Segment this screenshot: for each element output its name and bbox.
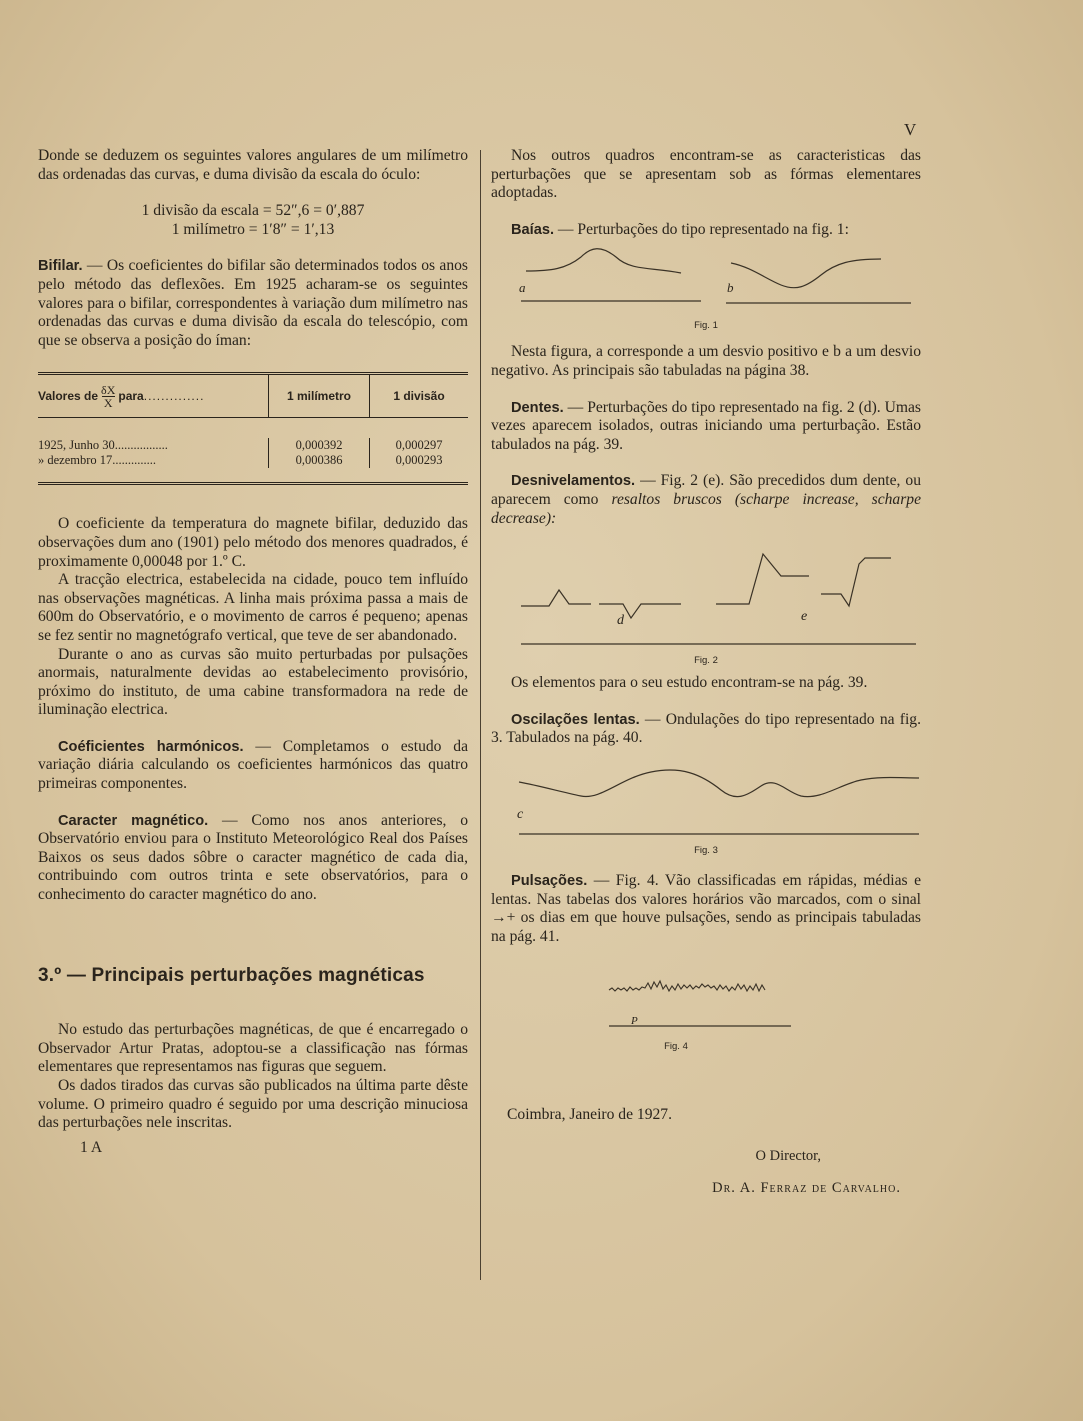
figure-1-label-b: b <box>727 280 734 296</box>
figure-2-label-d: d <box>617 613 624 629</box>
page-number-bottom: 1 A <box>80 1138 103 1156</box>
table-header-millimetre: 1 milímetro <box>269 375 370 417</box>
oscilacoes-heading: Oscilações lentas. <box>511 711 640 728</box>
left-intro-paragraph: Donde se deduzem os seguintes valores angulares de um milímetro das ordenadas das curvas, e duma divisão da escala do óculo: <box>38 147 468 183</box>
temperature-paragraph: O coeficiente da temperatura do magnete bifilar, deduzido das observações dum ano (1901) pelo método dos menores quadrados, é proximamente 0,00048 por 1.º C. <box>38 515 468 570</box>
baias-heading: Baías. <box>511 221 554 238</box>
place-date: Coimbra, Janeiro de 1927. <box>507 1106 672 1124</box>
figure-2-caption: Fig. 2 <box>694 655 718 667</box>
figure-3-caption: Fig. 3 <box>694 844 718 856</box>
data-paragraph: Os dados tirados das curvas são publicados na última parte dêste volume. O primeiro quadro é seguido por uma descrição minuciosa das perturbações nele inscritas. <box>38 1077 468 1132</box>
magnetic-character-heading: Caracter magnético. <box>58 812 209 829</box>
fraction-numerator: δX <box>101 382 116 397</box>
right-intro-paragraph: Nos outros quadros encontram-se as caracteristicas das perturbações que se apresentam sob as fórmas elementares adoptadas. <box>491 147 921 202</box>
elementos-paragraph: Os elementos para o seu estudo encontram-se na pág. 39. <box>511 674 868 692</box>
table-cell-millimetre: 0,000386 <box>295 453 343 468</box>
left-column <box>38 147 468 1157</box>
figure-4-drawing <box>491 946 921 1046</box>
figure-3-drawing <box>491 748 921 848</box>
harmonic-paragraph <box>38 738 468 794</box>
right-column <box>491 147 921 1198</box>
study-paragraph: No estudo das perturbações magnéticas, de que é encarregado o Observador Artur Pratas, adoptou-se a classificação nas fórmas elementares que representamos nas figuras que seguem. <box>38 1021 468 1076</box>
pulsations-note-paragraph: Durante o ano as curvas são muito perturbadas por pulsações anormais, naturalmente devidas ao estabelecimento provisório, próximo do instituto, de uma cabine transformadora na rede de iluminação electrica. <box>38 645 468 719</box>
bifilar-paragraph <box>38 257 468 350</box>
section-title: 3.º — Principais perturbações magnéticas <box>38 964 425 986</box>
dentes-paragraph <box>491 399 921 455</box>
figure-3-label-c: c <box>517 806 524 822</box>
table-cell-millimetre: 0,000392 <box>295 438 343 453</box>
table-cell-division: 0,000293 <box>395 453 443 468</box>
figure-1-caption: Fig. 1 <box>694 320 718 332</box>
table-header-values-of: Valores de <box>38 389 99 404</box>
formula-scale-division: 1 divisão da escala = 52″,6 = 0′,887 <box>141 202 365 220</box>
pulsacoes-paragraph <box>491 872 921 946</box>
baias-paragraph <box>491 221 921 240</box>
formula-millimetre: 1 milímetro = 1′8″ = 1′,13 <box>171 220 335 238</box>
table-cell-division: 0,000297 <box>395 438 443 453</box>
pulsacoes-heading: Pulsações. <box>511 872 588 889</box>
director-title: O Director, <box>755 1147 821 1164</box>
signature: Dr. A. Ferraz de Carvalho. <box>712 1180 901 1197</box>
nesta-figura-paragraph: Nesta figura, a corresponde a um desvio positivo e b a um desvio negativo. As principais são tabuladas na página 38. <box>491 343 921 379</box>
bifilar-text: — Os coeficientes do bifilar são determinados todos os anos pelo método das deflexões. Em 1925 acharam-se os seguintes valores para o bifilar, correspondentes à variação dum milímetro nas ordenadas das curvas e duma divisão da escala do telescópio, com que se observa a posição do íman: <box>38 257 468 349</box>
oscilacoes-text: — Ondulações do tipo representado na fig. 3. Tabulados na pág. 40. <box>491 710 921 747</box>
dentes-heading: Dentes. <box>511 399 564 416</box>
traction-paragraph: A tracção electrica, estabelecida na cidade, pouco tem influído nas observações magnéticas. A linha mais próxima passa a mais de 600m do Observatório, e o movimento de carros é pequeno; apenas se fez sentir no magnetógrafo vertical, que teve de ser abandonado. <box>38 571 468 644</box>
baias-text: — Perturbações do tipo representado na fig. 1: <box>554 220 849 238</box>
figure-1 <box>491 239 921 339</box>
figure-2-label-e: e <box>801 609 808 625</box>
bifilar-heading: Bifilar. <box>38 258 83 275</box>
figure-1-label-a: a <box>519 280 526 296</box>
figure-4-caption: Fig. 4 <box>664 1041 688 1053</box>
page-number-top: V <box>904 120 917 139</box>
bifilar-coefficient-table <box>38 372 468 485</box>
fraction-denominator: X <box>103 395 113 410</box>
desnivelamentos-paragraph <box>491 472 921 528</box>
table-header-division: 1 divisão <box>393 389 445 404</box>
magnetic-character-paragraph <box>38 812 468 905</box>
dentes-text: — Perturbações do tipo representado na fig. 2 (d). Umas vezes aparecem isolados, outras iniciando uma perturbação. Estão tabulados na pág. 39. <box>491 398 921 453</box>
table-row-label: » dezembro 17.............. <box>38 453 157 468</box>
table-header-label: Valores de $\frac{\delta X}{X}$ para .............. <box>38 375 269 417</box>
harmonic-text: — Completamos o estudo da variação diária calculando os coeficientes harmónicos das quatro primeiras componentes. <box>38 737 468 793</box>
figure-3 <box>491 748 921 858</box>
figure-2-drawing <box>491 528 921 648</box>
figure-4 <box>491 946 921 1066</box>
figure-2 <box>491 528 921 667</box>
magnetic-character-text: — Como nos anos anteriores, o Observatório enviou para o Instituto Meteorológico Real dos Países Baixos os seus dados sôbre o caracter magnético de cada dia, contribuindo com outros trinta e sete observatórios, para o conhecimento do caracter magnético do ano. <box>38 811 468 904</box>
table-header-fraction <box>101 384 115 409</box>
figure-4-label-p: P <box>631 1015 638 1028</box>
harmonic-heading: Coéficientes harmónicos. <box>58 738 244 755</box>
column-divider <box>480 150 481 1280</box>
pulsacoes-text: — Fig. 4. Vão classificadas em rápidas, médias e lentas. Nas tabelas dos valores horários vão marcados, com o sinal →+ os dias em que houve pulsações, sendo as principais tabuladas na pág. 41. <box>491 871 921 945</box>
oscilacoes-paragraph <box>491 711 921 748</box>
desnivelamentos-text: — Fig. 2 (e). São precedidos dum dente, ou aparecem como <box>491 472 921 508</box>
desnivelamentos-italic: resaltos bruscos (scharpe increase, scharpe decrease): <box>491 490 922 527</box>
desnivelamentos-heading: Desnivelamentos. <box>511 473 636 490</box>
table-header-para: para <box>118 389 144 404</box>
table-row-label: 1925, Junho 30................. <box>38 438 168 453</box>
figure-1-drawing <box>491 239 921 325</box>
